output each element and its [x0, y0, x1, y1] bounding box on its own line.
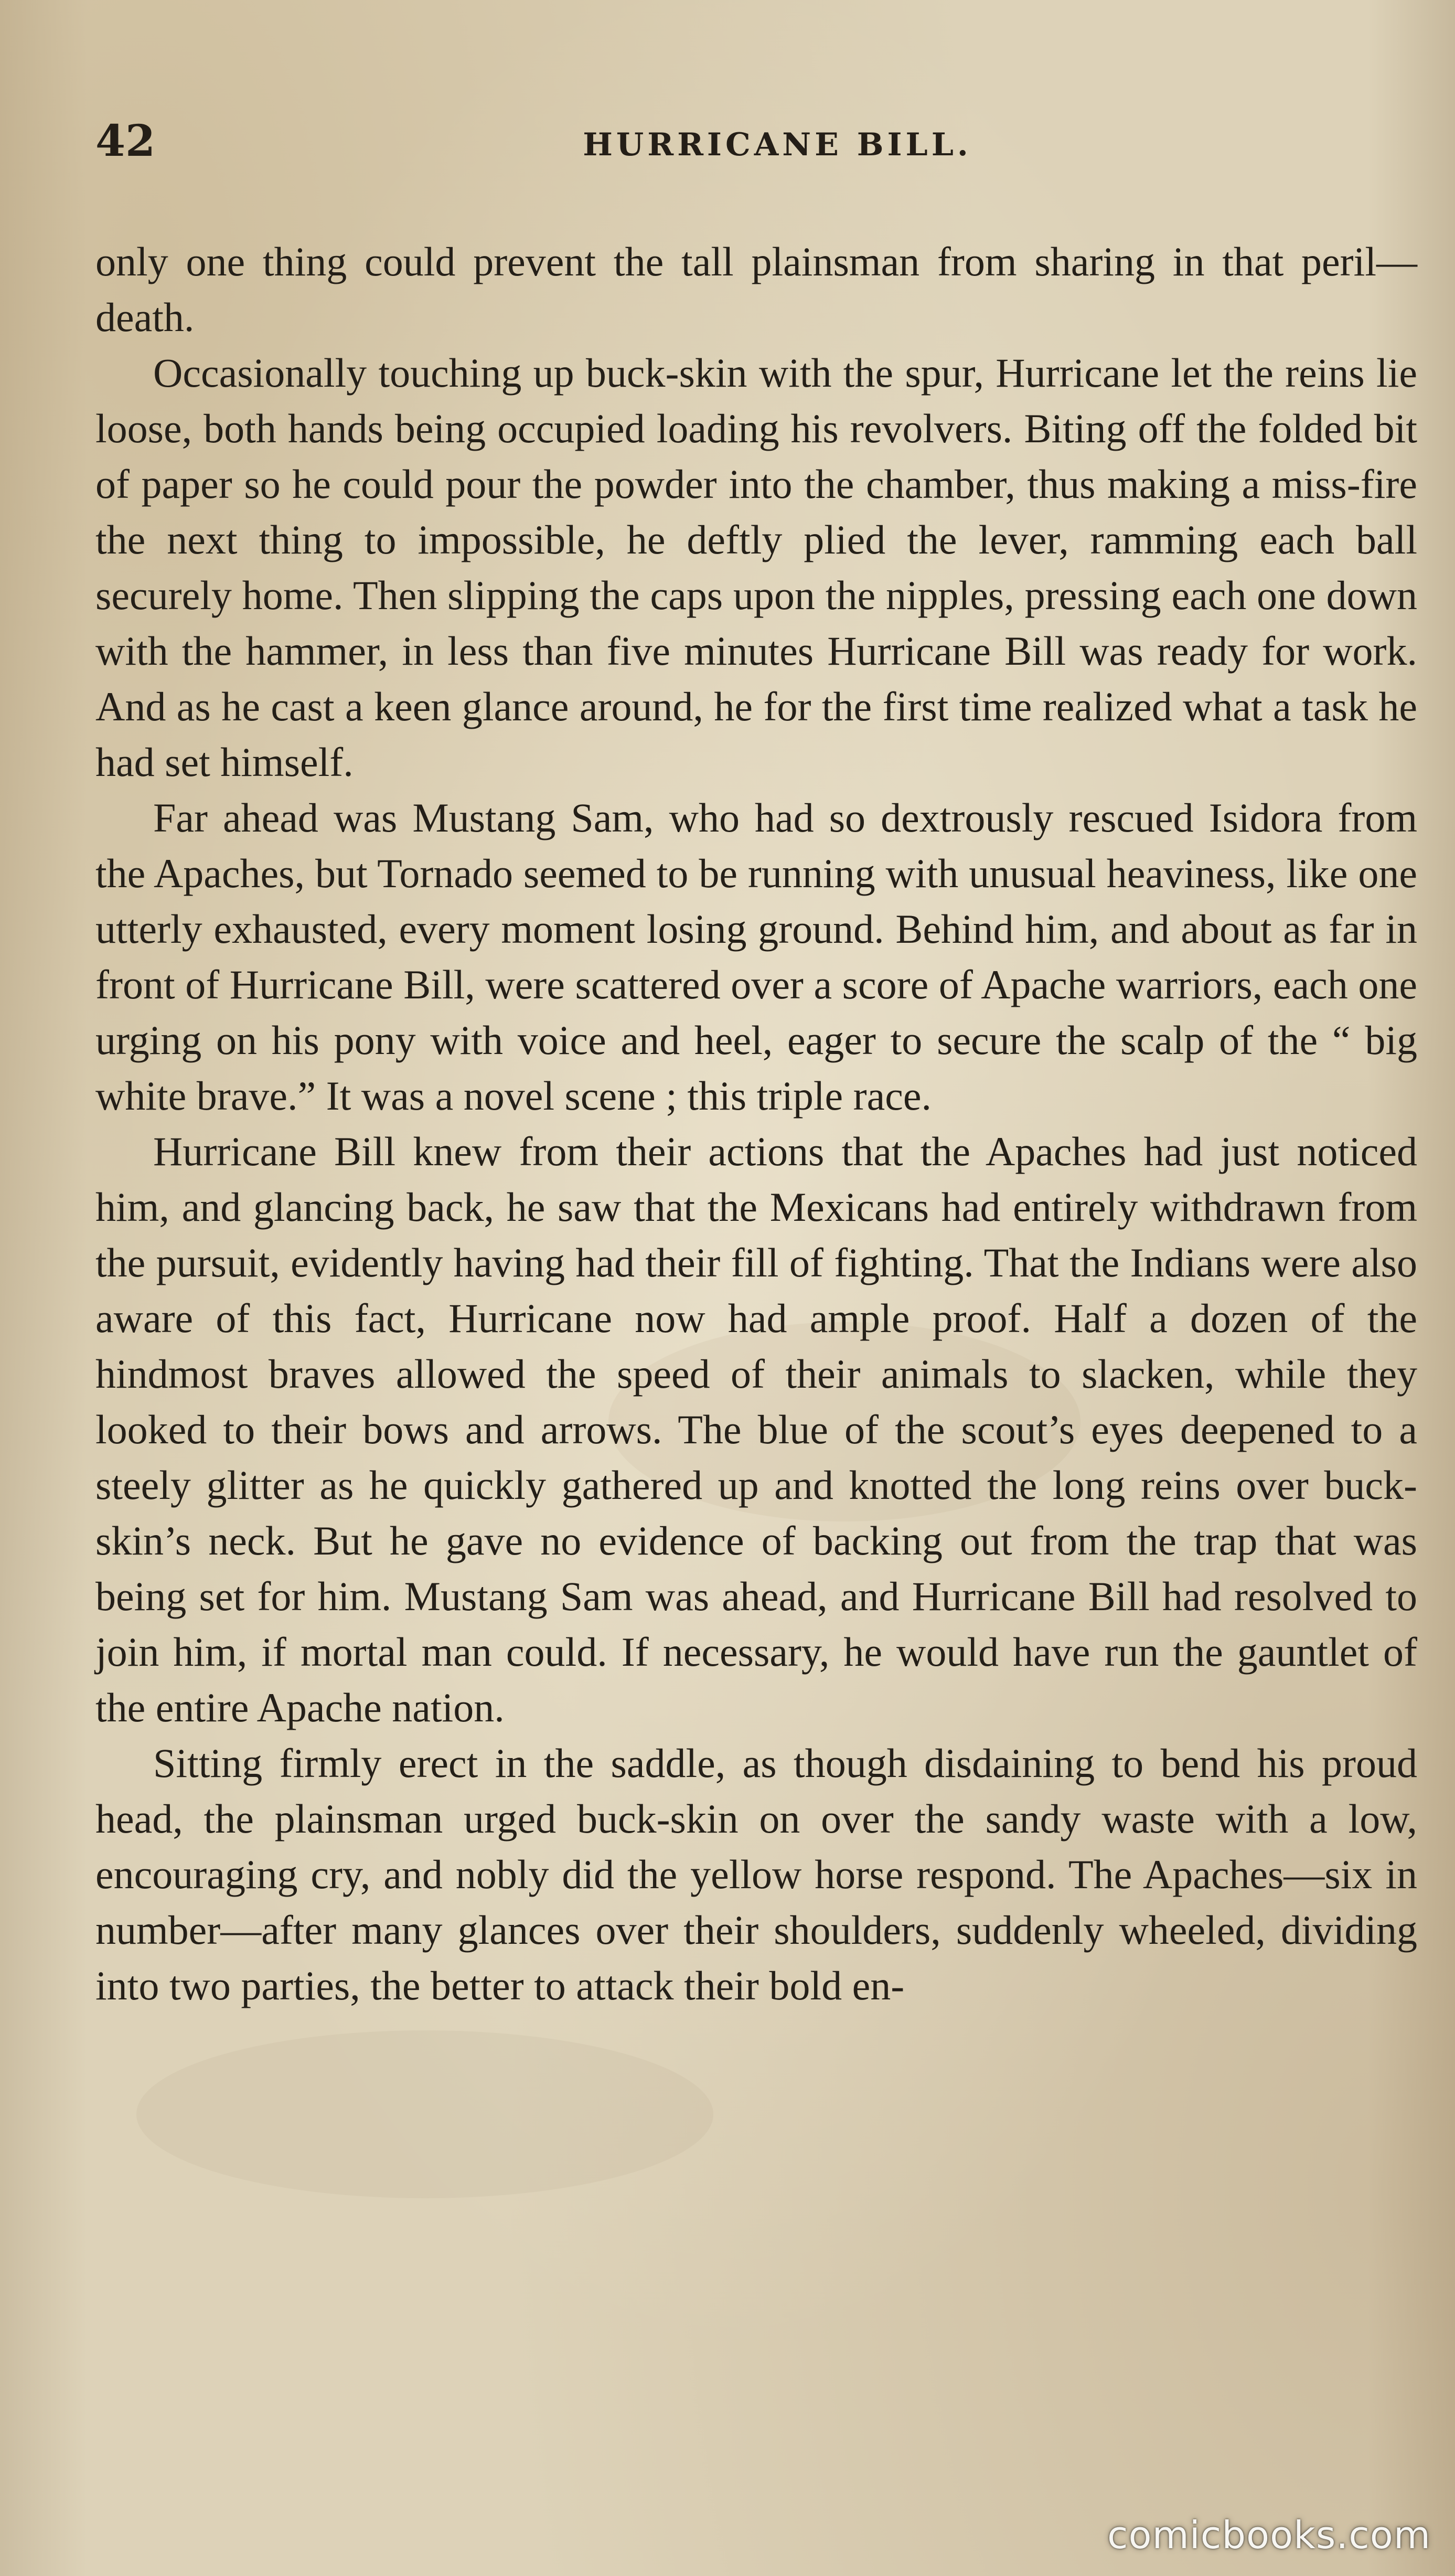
page-header [95, 116, 1417, 177]
paragraph-3: Far ahead was Mustang Sam, who had so dextrously rescued Isidora from the Apaches, but Tornado seemed to be running with unusual heaviness, like one utterly exhausted, every moment losing ground. Behind him, and about as far in front of Hurricane Bill, were scattered over a score of Apache warriors, each one urging on his pony with voice and heel, eager to secure the scalp of the “ big white brave.” It was a novel scene ; this triple race. [95, 795, 1417, 1119]
body-text [95, 234, 1417, 2411]
running-head: HURRICANE BILL. [583, 126, 972, 163]
watermark: comicbooks.com [1107, 2513, 1431, 2557]
page-number: 42 [95, 116, 156, 166]
paragraph-4: Hurricane Bill knew from their actions that the Apaches had just noticed him, and glancing back, he saw that the Mexicans had entirely withdrawn from the pursuit, evidently having had their fill of fighting. That the Indians were also aware of this fact, Hurricane now had ample proof. Half a dozen of the hindmost braves allowed the speed of their animals to slacken, while they looked to their bows and arrows. The blue of the scout’s eyes deepened to a steely glitter as he quickly gathered up and knotted the long reins over buck-skin’s neck. But he gave no evidence of backing out from the trap that was being set for him. Mustang Sam was ahead, and Hurricane Bill had resolved to join him, if mortal man could. If necessary, he would have run the gauntlet of the entire Apache nation. [95, 1129, 1417, 1730]
paragraph-1: only one thing could prevent the tall plainsman from sharing in that peril—death. [95, 239, 1417, 340]
paragraph-2: Occasionally touching up buck-skin with the spur, Hurricane let the reins lie loose, both hands being occupied loading his revolvers. Biting off the folded bit of paper so he could pour the powder into the chamber, thus making a miss-fire the next thing to impossible, he deftly plied the lever, ramming each ball securely home. Then slipping the caps upon the nipples, pressing each one down with the hammer, in less than five minutes Hurricane Bill was ready for work. And as he cast a keen glance around, he for the first time realized what a task he had set himself. [95, 350, 1417, 785]
paragraph-5: Sitting firmly erect in the saddle, as though disdaining to bend his proud head, the plainsman urged buck-skin on over the sandy waste with a low, encouraging cry, and nobly did the yellow horse respond. The Apaches—six in number—after many glances over their shoulders, suddenly wheeled, dividing into two parties, the better to attack their bold en- [95, 1740, 1417, 2008]
